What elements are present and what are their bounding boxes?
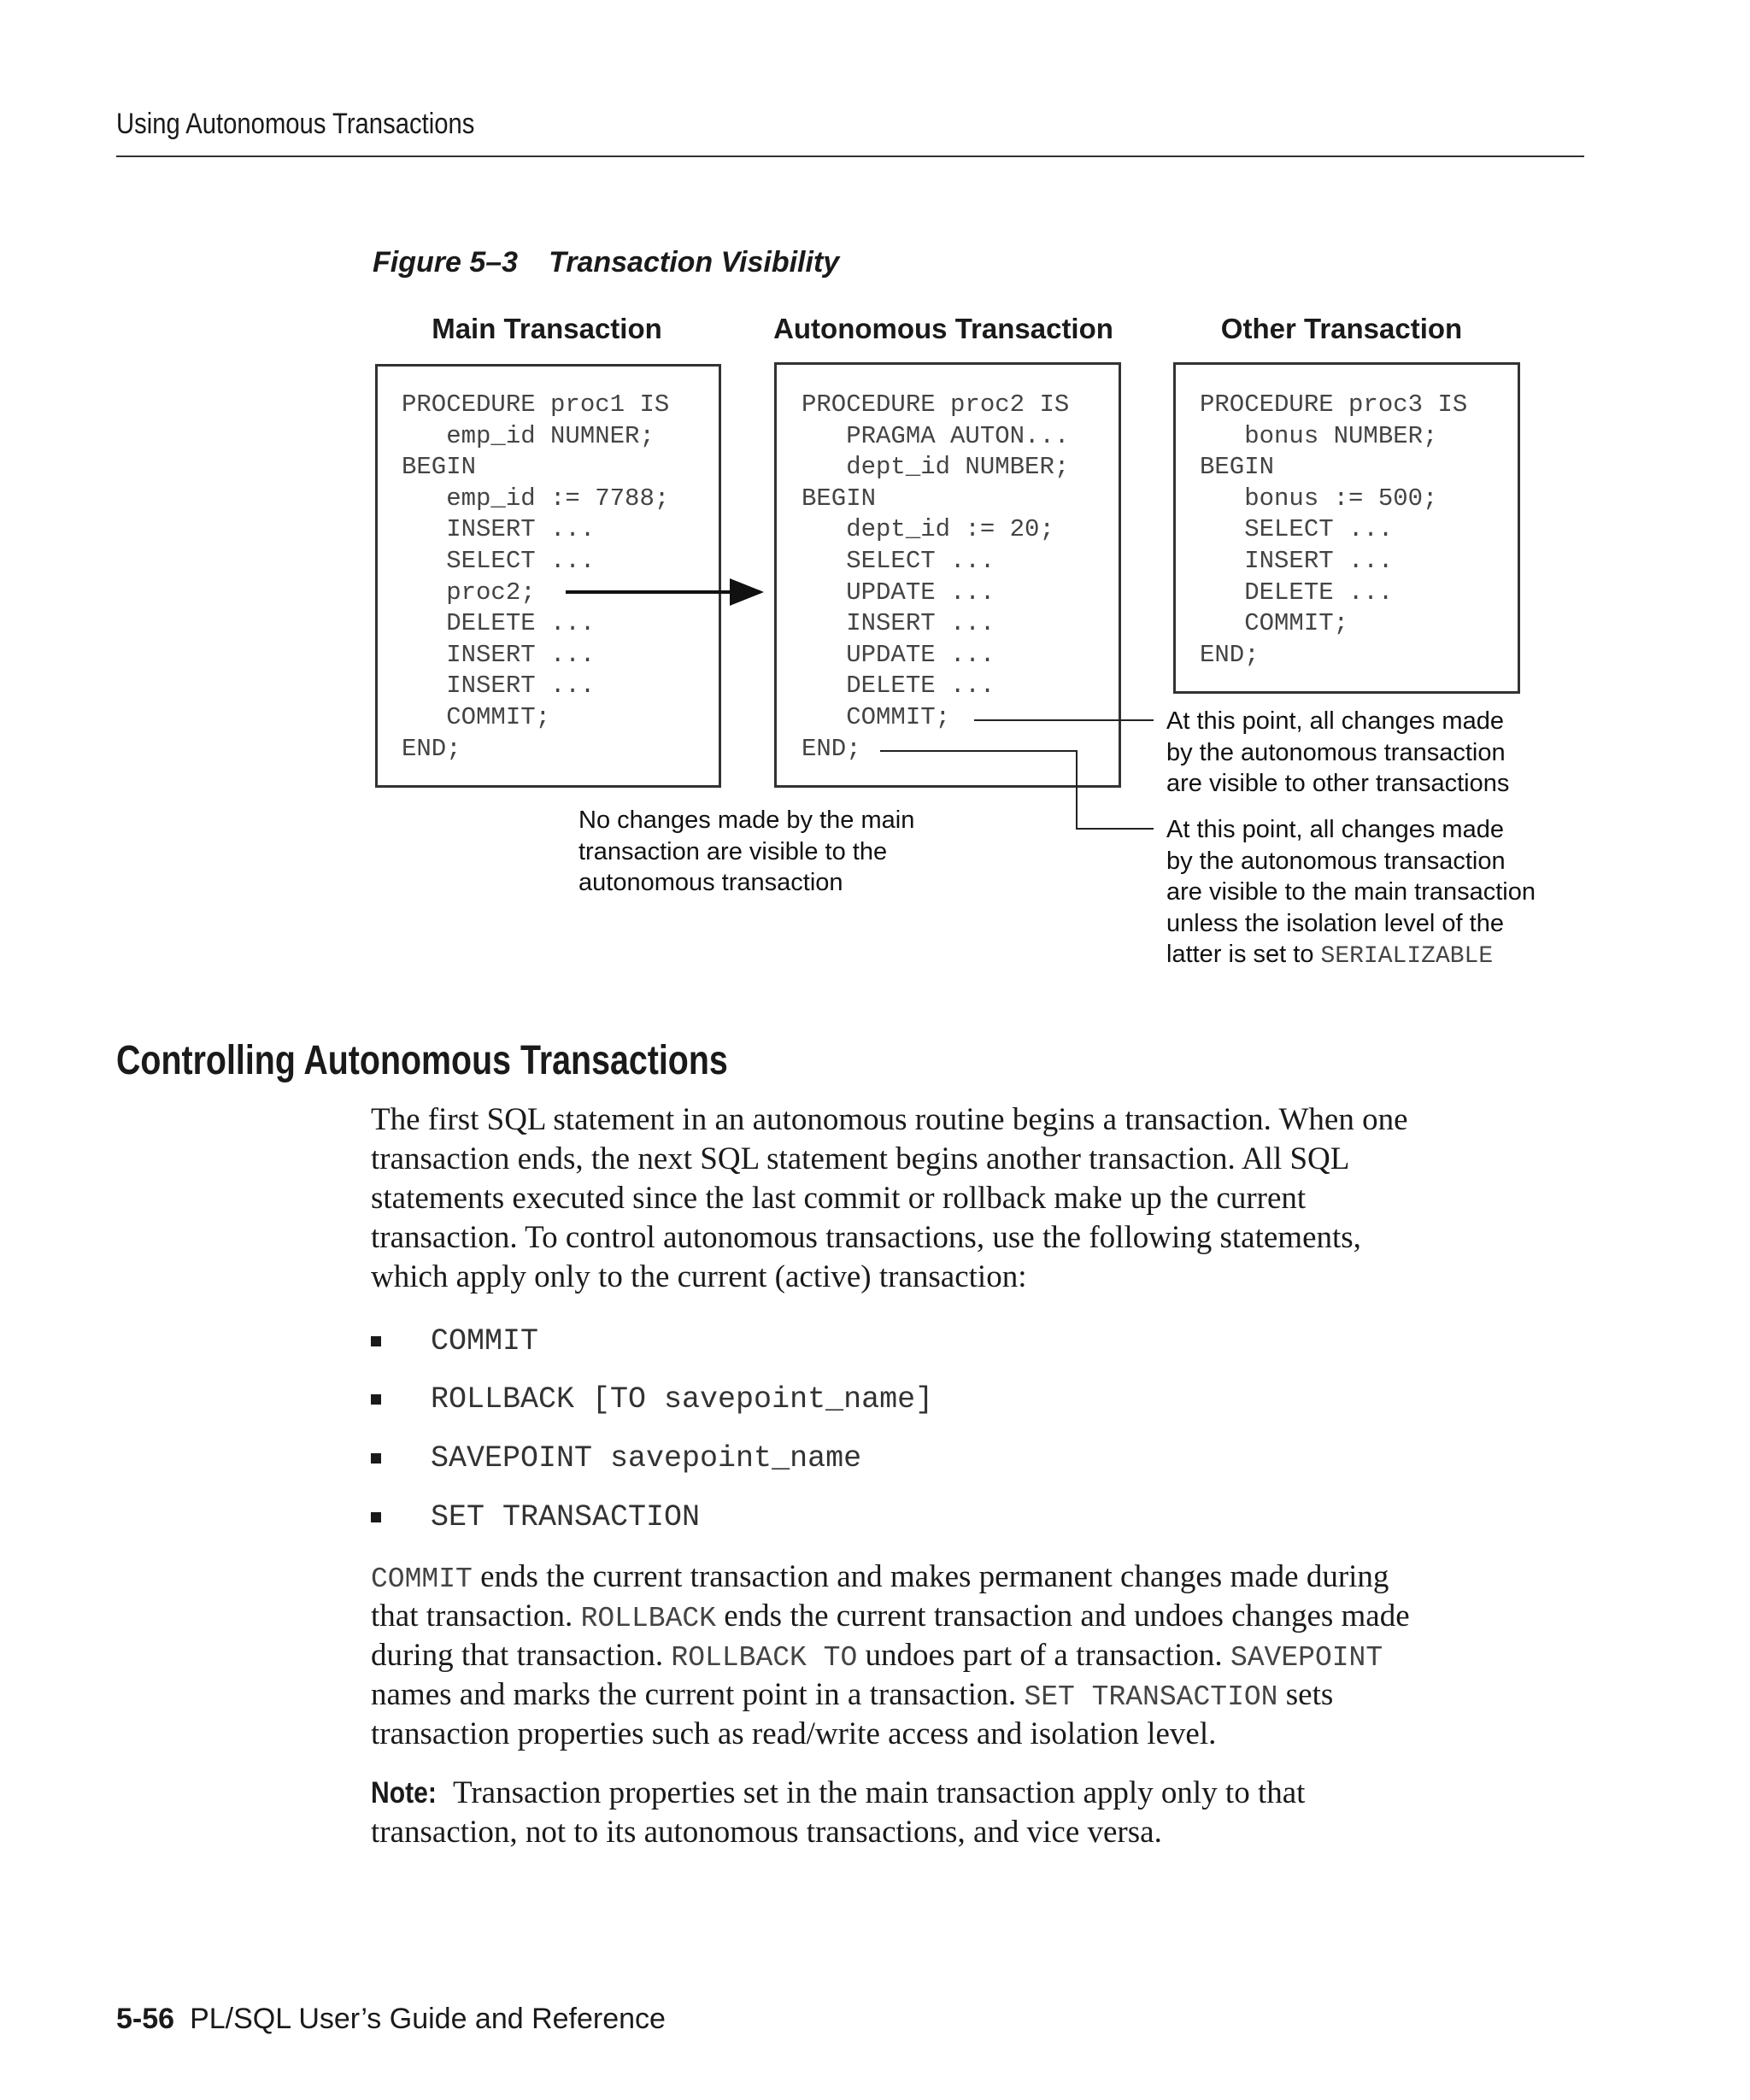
annotation-end-visibility <box>1166 814 1536 973</box>
serializable-keyword: SERIALIZABLE <box>1320 943 1494 970</box>
paragraph-line <box>371 1597 1410 1639</box>
code-line: SELECT ... <box>1200 515 1394 544</box>
annotation-line: are visible to the main transaction <box>1166 878 1536 906</box>
annotation-line: by the autonomous transaction <box>1166 738 1506 766</box>
paragraph-line: transaction properties such as read/write access and isolation level. <box>371 1716 1217 1751</box>
list-item-text: ROLLBACK [TO savepoint_name] <box>431 1382 934 1417</box>
code-line: UPDATE ... <box>802 578 995 607</box>
figure-title: Transaction Visibility <box>549 246 840 279</box>
code-line: INSERT ... <box>402 672 596 701</box>
code-line: PROCEDURE proc3 IS <box>1200 390 1468 419</box>
autonomous-transaction-title: Autonomous Transaction <box>773 313 1113 344</box>
code-line: INSERT ... <box>402 515 596 544</box>
code-term: COMMIT <box>371 1563 473 1595</box>
code-line: COMMIT; <box>1200 609 1349 638</box>
note-label: Note: <box>371 1776 437 1810</box>
code-line: END; <box>402 734 461 763</box>
paragraph-line <box>371 1636 1383 1678</box>
paragraph-line: The first SQL statement in an autonomous routine begins a transaction. When one <box>371 1102 1408 1137</box>
paragraph-line: which apply only to the current (active) transaction: <box>371 1259 1027 1294</box>
bullet-square-icon <box>371 1336 381 1346</box>
bullet-square-icon <box>371 1453 381 1464</box>
page-footer <box>116 2003 666 2036</box>
code-line: SELECT ... <box>802 547 995 575</box>
main-transaction-title: Main Transaction <box>432 313 662 344</box>
annotation-text: latter is set to <box>1166 941 1321 968</box>
bullet-square-icon <box>371 1394 381 1405</box>
text-run: Transaction properties set in the main transaction apply only to that <box>445 1775 1306 1810</box>
figure-number: Figure 5–3 <box>373 246 519 279</box>
code-line: PRAGMA AUTON... <box>802 421 1070 450</box>
code-line: DELETE ... <box>402 609 596 638</box>
code-term: SET TRANSACTION <box>1024 1681 1278 1713</box>
end-leader-line <box>880 751 1154 829</box>
paragraph-line: transaction ends, the next SQL statement begins another transaction. All SQL <box>371 1141 1350 1176</box>
code-line: INSERT ... <box>1200 547 1394 575</box>
annotation-line: No changes made by the main <box>578 807 915 834</box>
page-number: 5-56 <box>116 2003 175 2035</box>
text-run: names and marks the current point in a transaction. <box>371 1677 1025 1712</box>
code-line: BEGIN <box>1200 453 1275 482</box>
code-line: COMMIT; <box>802 703 951 731</box>
paragraph-line: transaction, not to its autonomous transactions, and vice versa. <box>371 1815 1162 1850</box>
paragraph-line: transaction. To control autonomous transactions, use the following statements, <box>371 1220 1361 1255</box>
text-run: undoes part of a transaction. <box>857 1638 1230 1673</box>
code-line: proc2; <box>402 578 536 607</box>
code-line: DELETE ... <box>802 672 995 701</box>
annotation-line <box>1166 939 1536 973</box>
code-line: SELECT ... <box>402 547 596 575</box>
code-line: bonus NUMBER; <box>1200 421 1438 450</box>
code-line: emp_id NUMNER; <box>402 421 655 450</box>
section-title: Controlling Autonomous Transactions <box>116 1038 728 1083</box>
running-header: Using Autonomous Transactions <box>116 108 475 140</box>
annotation-line: transaction are visible to the <box>578 837 888 865</box>
annotation-line: At this point, all changes made <box>1166 816 1504 843</box>
code-line: INSERT ... <box>402 640 596 669</box>
code-term: ROLLBACK <box>580 1603 716 1634</box>
text-run: during that transaction. <box>371 1638 672 1673</box>
code-line: emp_id := 7788; <box>402 484 670 513</box>
annotation-line: unless the isolation level of the <box>1166 909 1504 937</box>
code-line: BEGIN <box>402 453 477 482</box>
text-run: ends the current transaction and undoes changes made <box>716 1598 1410 1634</box>
annotation-commit-visibility <box>1166 706 1509 800</box>
code-line: COMMIT; <box>402 703 551 731</box>
code-line: END; <box>1200 640 1260 669</box>
text-run: sets <box>1277 1677 1334 1712</box>
text-run: ends the current transaction and makes permanent changes made during <box>472 1559 1389 1594</box>
list-item-text: COMMIT <box>431 1324 539 1358</box>
paragraph-line: statements executed since the last commit or rollback make up the current <box>371 1181 1307 1216</box>
code-line: PROCEDURE proc1 IS <box>402 390 670 419</box>
book-title: PL/SQL User’s Guide and Reference <box>190 2003 666 2035</box>
text-run: that transaction. <box>371 1598 581 1634</box>
code-line: INSERT ... <box>802 609 995 638</box>
other-transaction-title: Other Transaction <box>1220 313 1463 344</box>
annotation-line: At this point, all changes made <box>1166 707 1504 735</box>
code-line: BEGIN <box>802 484 877 513</box>
annotation-line: autonomous transaction <box>578 869 843 896</box>
paragraph-line <box>371 1675 1333 1717</box>
list-item-text: SAVEPOINT savepoint_name <box>431 1441 862 1475</box>
annotation-main-visibility <box>578 805 914 899</box>
code-term: SAVEPOINT <box>1230 1642 1383 1674</box>
paragraph-line <box>371 1774 1305 1813</box>
bullet-square-icon <box>371 1512 381 1522</box>
paragraph-line <box>371 1557 1389 1599</box>
code-line: dept_id NUMBER; <box>802 453 1070 482</box>
annotation-line: by the autonomous transaction <box>1166 847 1506 875</box>
code-line: PROCEDURE proc2 IS <box>802 390 1070 419</box>
code-line: dept_id := 20; <box>802 515 1054 544</box>
annotation-line: are visible to other transactions <box>1166 770 1510 797</box>
code-line: bonus := 500; <box>1200 484 1438 513</box>
list-item-text: SET TRANSACTION <box>431 1500 701 1534</box>
code-term: ROLLBACK TO <box>671 1642 858 1674</box>
code-line: END; <box>802 734 861 763</box>
code-line: DELETE ... <box>1200 578 1394 607</box>
code-line: UPDATE ... <box>802 640 995 669</box>
